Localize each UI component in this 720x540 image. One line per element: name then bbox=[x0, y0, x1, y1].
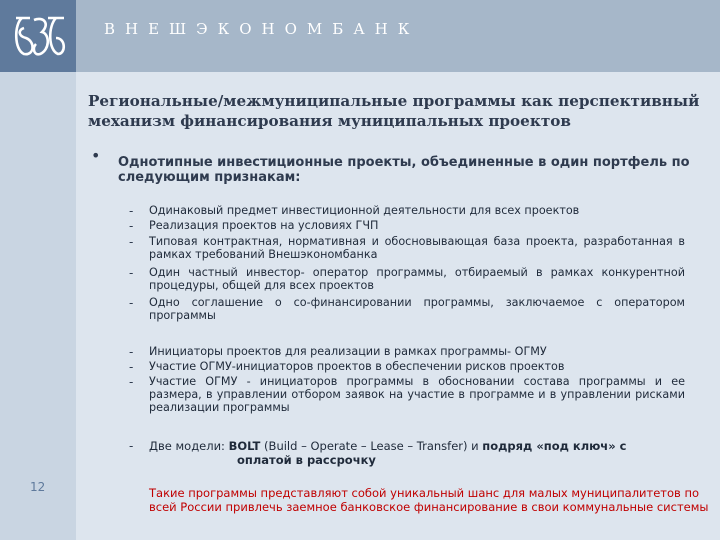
list-item: Типовая контрактная, нормативная и обосновывающая база проекта, разработанная в рамках требований Внешэкономбанка bbox=[149, 235, 685, 261]
list-item: Один частный инвестор- оператор программы, отбираемый в рамках конкурентной процедуры, общей для всех проектов bbox=[149, 266, 685, 292]
bolt-label: BOLT bbox=[228, 439, 261, 453]
list-item: Участие ОГМУ - инициаторов программы в обосновании состава программы и ее размера, в управлении отбором заявок на участие в программе и в управлении рисками реализации программы bbox=[149, 375, 685, 414]
dash-icon: - bbox=[129, 266, 134, 280]
dash-icon: - bbox=[129, 360, 134, 374]
turnkey-label-line2: оплатой в рассрочку bbox=[237, 453, 376, 467]
bank-name: ВНЕШЭКОНОМБАНК bbox=[104, 20, 420, 38]
list-item: Инициаторы проектов для реализации в рамках программы- ОГМУ bbox=[149, 345, 547, 358]
dash-icon: - bbox=[129, 375, 134, 389]
vnesheconombank-logo-icon bbox=[8, 10, 68, 62]
highlight-note: Такие программы представляют собой уникальный шанс для малых муниципалитетов по всей России привлечь заемное банковское финансирование в свои коммунальные системы bbox=[149, 486, 709, 514]
list-item: Участие ОГМУ-инициаторов проектов в обеспечении рисков проектов bbox=[149, 360, 565, 373]
list-item: Одно соглашение о со-финансировании программы, заключаемое с оператором программы bbox=[149, 296, 685, 322]
turnkey-label: подряд «под ключ» с bbox=[482, 439, 627, 453]
slide-title: Региональные/межмуниципальные программы как перспективный механизм финансирования муниципальных проектов bbox=[88, 92, 700, 130]
list-item: Реализация проектов на условиях ГЧП bbox=[149, 219, 379, 232]
bolt-expansion: (Build – Operate – Lease – Transfer) и bbox=[260, 439, 483, 453]
left-strip bbox=[0, 72, 76, 540]
logo-box bbox=[0, 0, 76, 72]
dash-icon: - bbox=[129, 439, 134, 453]
dash-icon: - bbox=[129, 296, 134, 310]
dash-icon: - bbox=[129, 219, 134, 233]
models-prefix: Две модели: bbox=[149, 439, 229, 453]
bullet-icon: • bbox=[91, 146, 101, 165]
dash-icon: - bbox=[129, 204, 134, 218]
dash-icon: - bbox=[129, 345, 134, 359]
models-item bbox=[149, 439, 685, 467]
dash-icon: - bbox=[129, 235, 134, 249]
lead-text: Однотипные инвестиционные проекты, объединенные в один портфель по следующим признакам: bbox=[118, 155, 690, 185]
page-number: 12 bbox=[30, 480, 46, 494]
list-item: Одинаковый предмет инвестиционной деятельности для всех проектов bbox=[149, 204, 580, 217]
